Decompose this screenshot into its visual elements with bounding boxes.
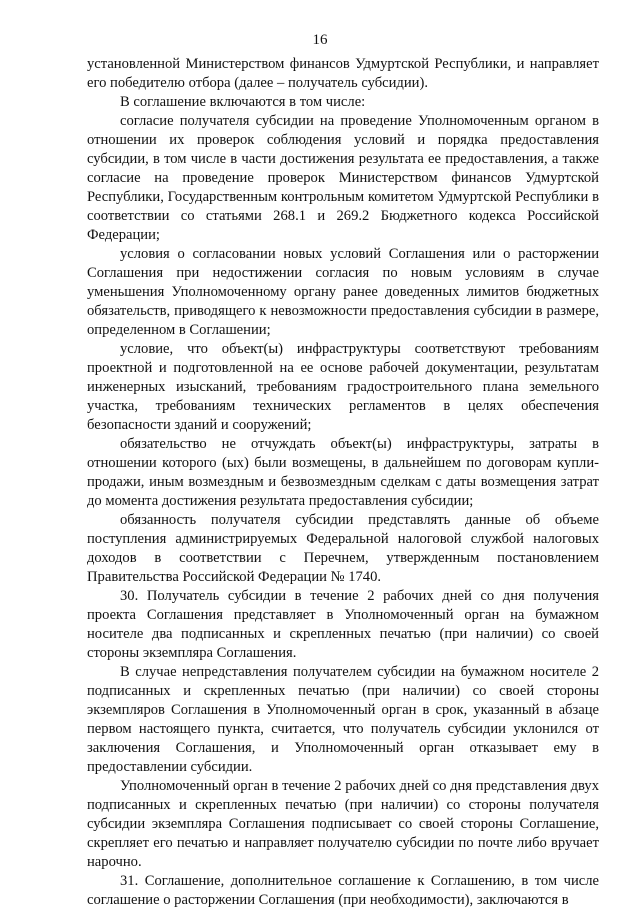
paragraph: 31. Соглашение, дополнительное соглашение к Соглашению, в том числе соглашение о расторжении Соглашения (при необходимости), заключаются в xyxy=(87,873,599,908)
paragraph: В соглашение включаются в том числе: xyxy=(120,94,366,110)
paragraph: обязательство не отчуждать объект(ы) инфраструктуры, затраты в отношении которого (ых) были возмещены, в дальнейшем по договорам купли-продажи, иным возмездным и безвозмездным сделкам с даты возмещения затрат до момента достижения результата предоставления субсидии; xyxy=(87,436,599,509)
paragraph: обязанность получателя субсидии представлять данные об объеме поступления администрируемых Федеральной налоговой службой налоговых доходов в соответствии с Перечнем, утвержденным постановлением Правительства Российской Федерации № 1740. xyxy=(87,512,599,585)
paragraph: 30. Получатель субсидии в течение 2 рабочих дней со дня получения проекта Соглашения представляет в Уполномоченный орган на бумажном носителе два подписанных и скрепленных печатью (при наличии) со своей стороны экземпляра Соглашения. xyxy=(87,588,599,661)
paragraph: согласие получателя субсидии на проведение Уполномоченным органом в отношении их проверок соблюдения условий и порядка предоставления субсидии, в том числе в части достижения результата ее предоставления, а также согласие на проведение проверок Министерством финансов Удмуртской Республики, Государственным контрольным комитетом Удмуртской Республики в соответствии со статьями 268.1 и 269.2 Бюджетного кодекса Российской Федерации; xyxy=(87,113,599,243)
paragraph: условия о согласовании новых условий Соглашения или о расторжении Соглашения при недостижении согласия по новым условиям в случае уменьшения Уполномоченному органу ранее доведенных лимитов бюджетных обязательств, приводящего к невозможности предоставления субсидии в размере, определенном в Соглашении; xyxy=(87,246,599,338)
paragraph: Уполномоченный орган в течение 2 рабочих дней со дня представления двух подписанных и скрепленных печатью (при наличии) со стороны получателя субсидии экземпляра Соглашения подписывает со своей стороны Соглашение, скрепляет его печатью и направляет получателю субсидии по почте либо вручает нарочно. xyxy=(87,778,599,870)
page-number: 16 xyxy=(312,32,328,48)
paragraph: условие, что объект(ы) инфраструктуры соответствуют требованиям проектной и подготовленной на ее основе рабочей документации, результатам инженерных изысканий, требованиям градостроительного плана земельного участка, требованиям технических регламентов в целях обеспечения безопасности зданий и сооружений; xyxy=(87,341,599,433)
paragraph: установленной Министерством финансов Удмуртской Республики, и направляет его победителю отбора (далее – получатель субсидии). xyxy=(87,56,599,91)
paragraph: В случае непредставления получателем субсидии на бумажном носителе 2 подписанных и скрепленных печатью (при наличии) со своей стороны экземпляров Соглашения в Уполномоченный орган в срок, указанный в абзаце первом настоящего пункта, считается, что получатель субсидии уклонился от заключения Соглашения, и Уполномоченный орган отказывает ему в предоставлении субсидии. xyxy=(87,664,599,775)
document-body xyxy=(87,55,599,910)
